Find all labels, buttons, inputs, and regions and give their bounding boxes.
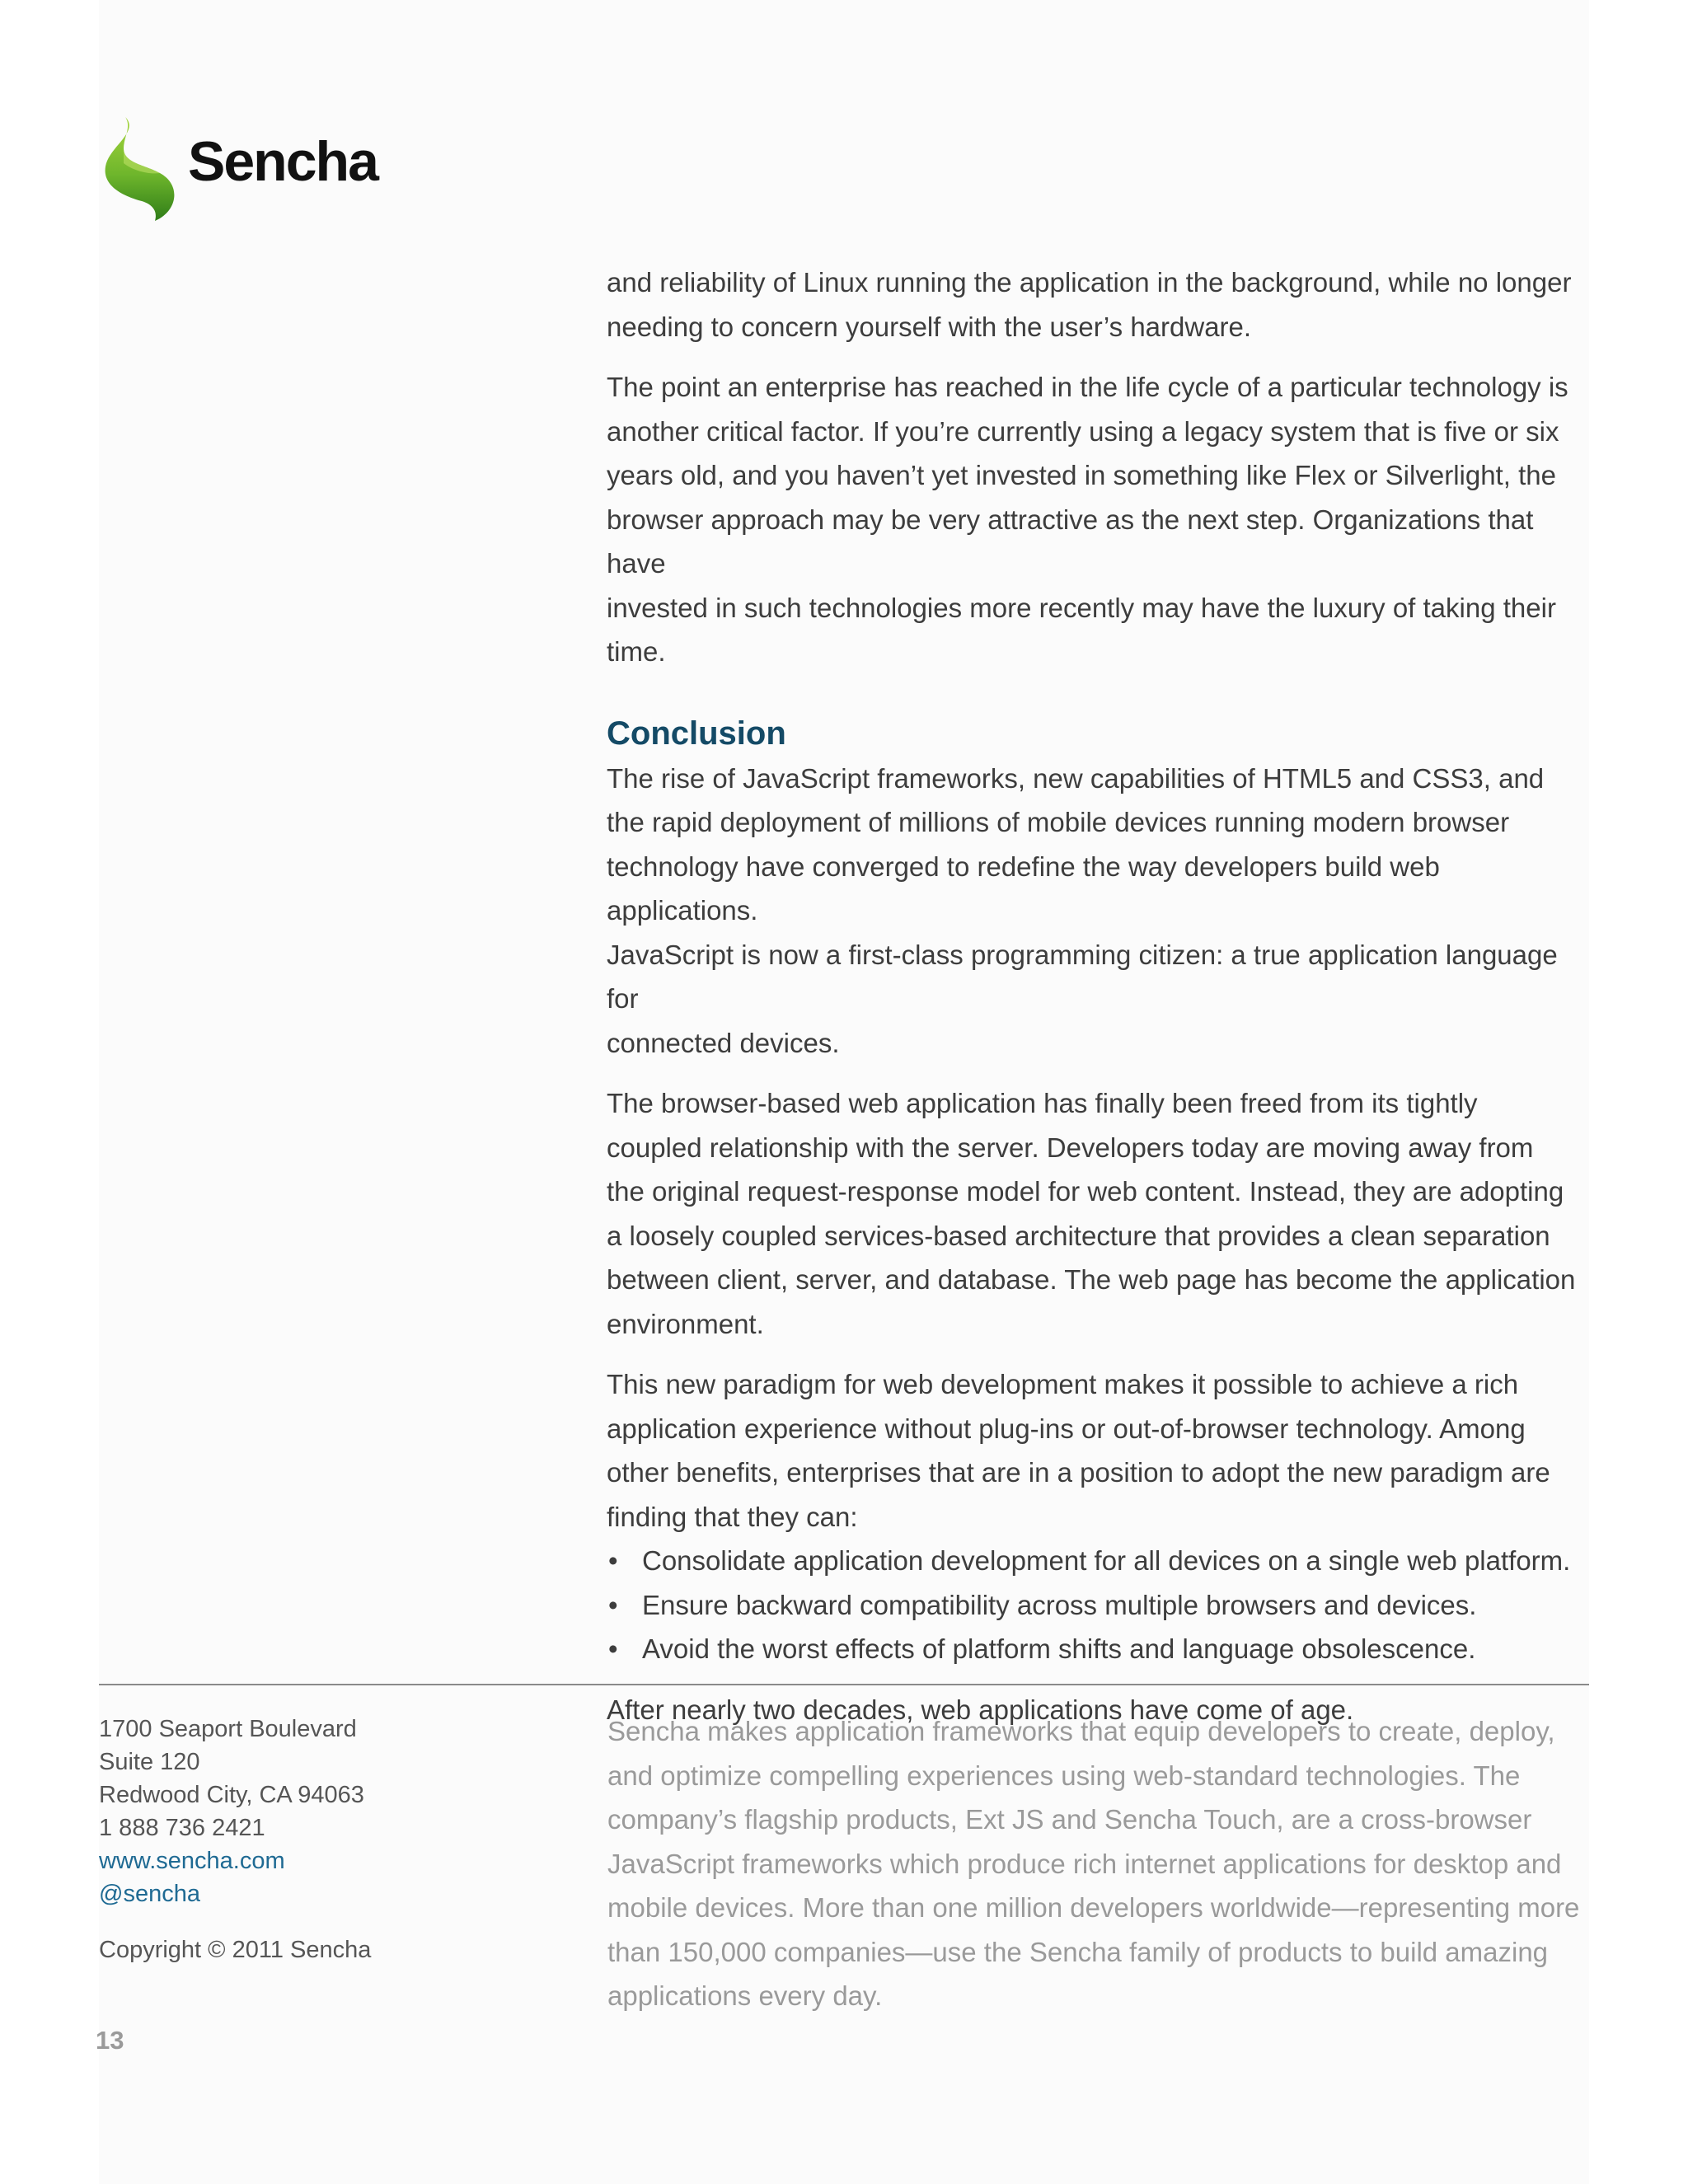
twitter-link[interactable]: @sencha [99, 1881, 200, 1907]
bullet-icon: • [608, 1545, 618, 1576]
intro-paragraph: The point an enterprise has reached in the life cycle of a particular technology is another critical factor. If you’re currently using a legacy system that is five or six years old, and you haven’t yet invested in something like Flex or Silverlight, the browser approach may be very attractive as the next step. Organizations that have invested in such technologies more recently may have the luxury of taking their time. [607, 372, 1568, 667]
sencha-leaf-icon [99, 115, 181, 223]
page-number: 13 [96, 2026, 124, 2055]
conclusion-paragraph: The browser-based web application has finally been freed from its tightly coupled relationship with the server. Developers today are moving away from the original request-response model for web content. Instead, they are adopting a loosely coupled services-based architecture that provides a clean separation between client, server, and database. The web page has become the application environment. [607, 1088, 1576, 1339]
closing-sentence: After nearly two decades, web applications have come of age. [607, 1694, 1354, 1725]
address-line: 1700 Seaport Boulevard [99, 1716, 357, 1742]
bullet-icon: • [608, 1633, 618, 1664]
address-line: Redwood City, CA 94063 [99, 1782, 364, 1808]
address-line: Suite 120 [99, 1749, 200, 1775]
website-link[interactable]: www.sencha.com [99, 1848, 285, 1874]
conclusion-paragraph: The rise of JavaScript frameworks, new capabilities of HTML5 and CSS3, and the rapid deployment of millions of mobile devices running modern browser technology have converged to redefine the way developers build web applications. JavaScript is now a first-class programming citizen: a true application language for connected devices. [607, 762, 1558, 1058]
contact-block [99, 1713, 528, 1966]
logo-wordmark: Sencha [188, 130, 377, 193]
list-item: • Avoid the worst effects of platform shifts and language obsolescence. [607, 1627, 1596, 1671]
copyright-text: Copyright © 2011 Sencha [99, 1937, 372, 1963]
benefits-list [607, 1539, 1596, 1671]
about-sencha: Sencha makes application frameworks that equip developers to create, deploy, and optimize compelling experiences using web-standard technologies. The company’s flagship products, Ext JS and Sencha Touch, are a cross-browser JavaScript frameworks which produce rich internet applications for desktop and mobile devices. More than one million developers worldwide—representing more than 150,000 companies—use the Sencha family of products to build amazing applications every day. [607, 1716, 1580, 2011]
phone-number: 1 888 736 2421 [99, 1815, 265, 1841]
conclusion-paragraph: This new paradigm for web development makes it possible to achieve a rich application experience without plug-ins or out-of-browser technology. Among other benefits, enterprises that are in a position to adopt the new paradigm are finding that they can: [607, 1369, 1550, 1532]
main-content [607, 260, 1596, 1748]
section-heading-conclusion: Conclusion [607, 715, 786, 752]
footer-divider [99, 1684, 1589, 1685]
bullet-icon: • [608, 1589, 618, 1620]
intro-paragraph: and reliability of Linux running the application in the background, while no longer needing to concern yourself with the user’s hardware. [607, 267, 1572, 342]
sencha-logo [99, 115, 396, 223]
list-item: • Consolidate application development for all devices on a single web platform. [607, 1539, 1596, 1583]
list-item: • Ensure backward compatibility across multiple browsers and devices. [607, 1583, 1596, 1628]
